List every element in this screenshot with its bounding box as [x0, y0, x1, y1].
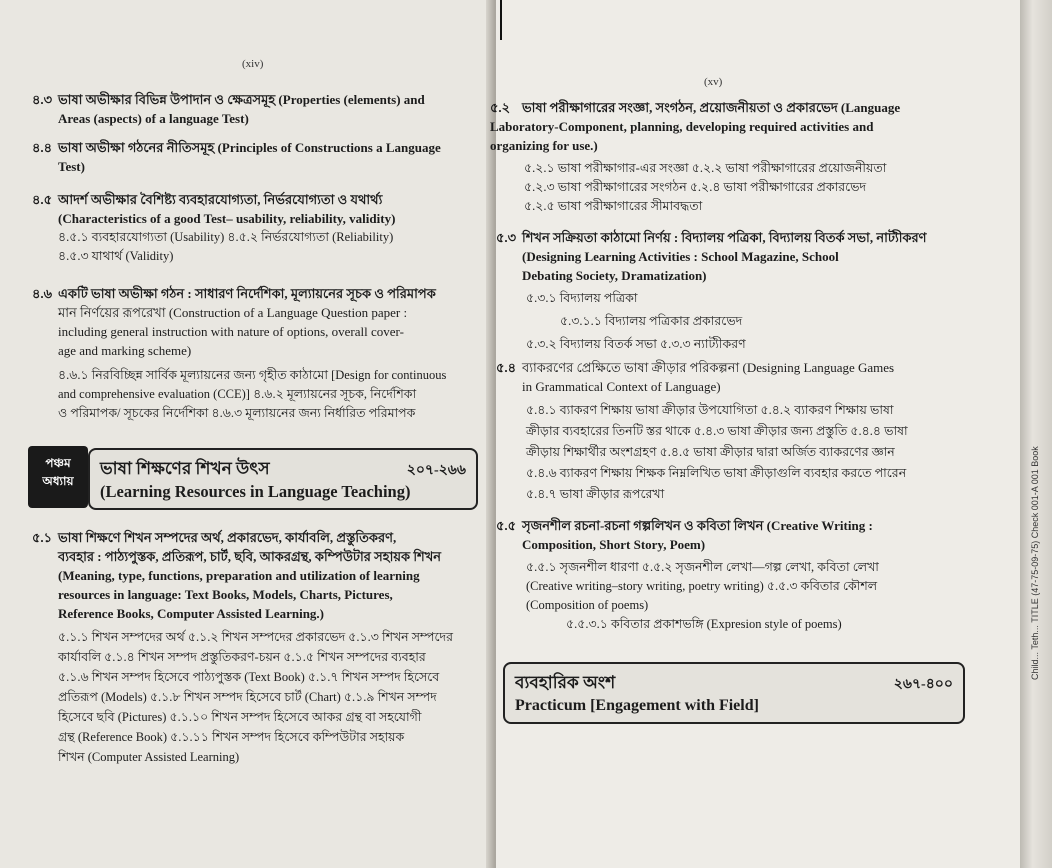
- entry-subline: (Composition of poems): [526, 598, 649, 612]
- entry-subline: ৪.৫.৩ যাথার্থ (Validity): [58, 249, 174, 263]
- practicum-title-english: Practicum [Engagement with Field]: [515, 697, 759, 714]
- entry-line: আদর্শ অভীক্ষার বৈশিষ্ট্য ব্যবহারযোগ্যতা, নির্ভরযোগ্যতা ও যথার্থ্য: [58, 192, 383, 207]
- entry-subline: ও পরিমাপক/ সূচকের নির্দেশিকা ৪.৬.৩ মূল্যায়নের জন্য নির্ধারিত পরিমাপক: [58, 406, 416, 420]
- chapter-heading: [88, 448, 478, 510]
- entry-line: including general instruction with nature of options, overall cover-: [58, 324, 404, 339]
- left-page: [0, 0, 496, 868]
- entry-subline: ৫.২.৫ ভাষা পরীক্ষাগারের সীমাবদ্ধতা: [524, 199, 703, 213]
- entry-subline: গ্রন্থ (Reference Book) ৫.১.১১ শিখন সম্পদ হিসেবে কম্পিউটার সহায়ক: [58, 730, 405, 744]
- toc-entry-5-1: [32, 528, 482, 767]
- entry-number: ৫.১: [32, 530, 53, 545]
- entry-subline: ক্রীড়ায় শিক্ষার্থীর অংশগ্রহণ ৫.৪.৫ ভাষা ক্রীড়ার দ্বারা অর্জিত ব্যাকরণের জ্ঞান: [526, 445, 895, 459]
- chapter-page-range: ২০৭-২৬৬: [406, 463, 466, 478]
- entry-subline: ক্রীড়ার ব্যবহারের তিনটি স্তর থাকে ৫.৪.৩ ভাষা ক্রীড়ার জন্য প্রস্তুতি ৫.৪.৪ ভাষা: [526, 424, 908, 438]
- page-number: (xv): [704, 76, 723, 88]
- toc-entry-4-6: [32, 284, 482, 423]
- entry-subline: প্রতিরূপ (Models) ৫.১.৮ শিখন সম্পদ হিসেবে চার্ট (Chart) ৫.১.৯ শিখন সম্পদ: [58, 690, 437, 704]
- entry-line: ভাষা পরীক্ষাগারের সংজ্ঞা, সংগঠন, প্রয়োজনীয়তা ও প্রকারভেদ (Language: [522, 100, 901, 115]
- scan-mark: [500, 0, 502, 40]
- entry-line: মান নির্ণয়ের রূপরেখা (Construction of a Language Question paper :: [58, 305, 408, 320]
- entry-line: Composition, Short Story, Poem): [522, 537, 706, 552]
- entry-line: ব্যবহার : পাঠ্যপুস্তক, প্রতিরূপ, চার্ট, ছবি, আকরগ্রন্থ, কম্পিউটার সহায়ক শিখন: [58, 549, 442, 564]
- practicum-page-range: ২৬৭-৪০০: [893, 677, 953, 692]
- page-number: (xiv): [242, 58, 264, 70]
- entry-line: Areas (aspects) of a language Test): [58, 111, 249, 126]
- entry-subline: ৫.৩.১ বিদ্যালয় পত্রিকা: [526, 291, 638, 305]
- toc-entry-4-5: [32, 190, 482, 266]
- entry-line: ভাষা অভীক্ষা গঠনের নীতিসমূহ (Principles of Constructions a Language: [58, 140, 441, 155]
- entry-number: ৫.৪: [496, 360, 517, 375]
- entry-line: (Characteristics of a good Test– usability, reliability, validity): [58, 211, 396, 226]
- right-page: [490, 0, 1020, 868]
- entry-line: (Designing Learning Activities : School Magazine, School: [522, 249, 839, 264]
- entry-line: Test): [58, 159, 85, 174]
- chapter-tab-line: পঞ্চম: [45, 456, 71, 470]
- entry-line: Laboratory-Component, planning, developing required activities and: [490, 119, 874, 134]
- entry-line: (Meaning, type, functions, preparation and utilization of learning: [58, 568, 420, 583]
- entry-line: ভাষা শিক্ষণে শিখন সম্পদের অর্থ, প্রকারভেদ, কার্যাবলি, প্রস্তুতিকরণ,: [58, 530, 397, 545]
- toc-entry-4-3: [32, 90, 482, 128]
- entry-subline: ৫.৫.৩.১ কবিতার প্রকাশভঙ্গি (Expresion style of poems): [566, 617, 842, 631]
- entry-subline: ৪.৫.১ ব্যবহারযোগ্যতা (Usability) ৪.৫.২ নির্ভরযোগ্যতা (Reliability): [58, 230, 394, 244]
- entry-line: সৃজনশীল রচনা-রচনা গল্পলিখন ও কবিতা লিখন (Creative Writing :: [522, 518, 873, 533]
- entry-number: ৫.৫: [496, 518, 517, 533]
- entry-line: Debating Society, Dramatization): [522, 268, 707, 283]
- entry-subline: ৫.১.১ শিখন সম্পদের অর্থ ৫.১.২ শিখন সম্পদের প্রকারভেদ ৫.১.৩ শিখন সম্পদের: [58, 630, 453, 644]
- entry-line: age and marking scheme): [58, 343, 192, 358]
- entry-subline: কার্যাবলি ৫.১.৪ শিখন সম্পদ প্রস্তুতিকরণ-চয়ন ৫.১.৫ শিখন সম্পদের ব্যবহার: [58, 650, 426, 664]
- practicum-title-bengali: ব্যবহারিক অংশ: [515, 673, 616, 692]
- entry-line: একটি ভাষা অভীক্ষা গঠন : সাধারণ নির্দেশিকা, মূল্যায়নের সূচক ও পরিমাপক: [58, 286, 436, 301]
- practicum-heading: [503, 662, 965, 724]
- entry-subline: ৪.৬.১ নিরবিচ্ছিন্ন সার্বিক মূল্যায়নের জন্য গৃহীত কাঠামো [Design for continuous: [58, 368, 447, 382]
- entry-line: organizing for use.): [490, 138, 598, 153]
- entry-line: Reference Books, Computer Assisted Learning.): [58, 606, 325, 621]
- toc-entry-5-3: [496, 228, 952, 354]
- entry-line: ভাষা অভীক্ষার বিভিন্ন উপাদান ও ক্ষেত্রসমূহ (Properties (elements) and: [58, 92, 425, 107]
- chapter-title-bengali: ভাষা শিক্ষণের শিখন উৎস: [100, 459, 270, 478]
- chapter-tab-line: অধ্যায়: [42, 474, 74, 488]
- entry-subline: শিখন (Computer Assisted Learning): [58, 750, 240, 764]
- entry-subline: হিসেবে ছবি (Pictures) ৫.১.১০ শিখন সম্পদ হিসেবে আকর গ্রন্থ বা সহযোগী: [58, 710, 422, 724]
- entry-subline: and comprehensive evaluation (CCE)] ৪.৬.২ মূল্যায়নের সূচক, নির্দেশিকা: [58, 387, 417, 401]
- entry-subline: ৫.৪.৬ ব্যাকরণ শিক্ষায় শিক্ষক নিম্নলিখিত ভাষা ক্রীড়াগুলি ব্যবহার করতে পারেন: [526, 466, 907, 480]
- entry-subline: ৫.৩.১.১ বিদ্যালয় পত্রিকার প্রকারভেদ: [560, 314, 743, 328]
- toc-entry-5-5: [496, 516, 962, 634]
- entry-number: ৫.৩: [496, 230, 517, 245]
- entry-subline: ৫.৪.৭ ভাষা ক্রীড়ার রূপরেখা: [526, 487, 665, 501]
- entry-number: ৪.৪: [32, 140, 53, 155]
- edge-text: Child... Teth... TITLE (47-75-09-75) Check 001-A 001 Book: [1030, 446, 1040, 680]
- toc-entry-5-2: [490, 98, 948, 216]
- entry-subline: (Creative writing–story writing, poetry writing) ৫.৫.৩ কবিতার কৌশল: [526, 579, 878, 593]
- entry-number: ৫.২: [490, 100, 511, 115]
- entry-line: resources in language: Text Books, Models, Charts, Pictures,: [58, 587, 393, 602]
- entry-subline: ৫.৪.১ ব্যাকরণ শিক্ষায় ভাষা ক্রীড়ার উপযোগিতা ৫.৪.২ ব্যাকরণ শিক্ষায় ভাষা: [526, 403, 894, 417]
- entry-line: শিখন সক্রিয়তা কাঠামো নির্ণয় : বিদ্যালয় পত্রিকা, বিদ্যালয় বিতর্ক সভা, নাট্যীকরণ: [522, 230, 927, 245]
- entry-line: ব্যাকরণের প্রেক্ষিতে ভাষা ক্রীড়ার পরিকল্পনা (Designing Language Games: [522, 360, 895, 375]
- toc-entry-5-4: [496, 358, 956, 505]
- entry-subline: ৫.৫.১ সৃজনশীল ধারণা ৫.৫.২ সৃজনশীল লেখা—গল্প লেখা, কবিতা লেখা: [526, 560, 879, 574]
- entry-subline: ৫.৩.২ বিদ্যালয় বিতর্ক সভা ৫.৩.৩ ন্যাট্যীকরণ: [526, 337, 746, 351]
- toc-entry-4-4: [32, 138, 482, 176]
- entry-subline: ৫.১.৬ শিখন সম্পদ হিসেবে পাঠ্যপুস্তক (Text Book) ৫.১.৭ শিখন সম্পদ হিসেবে: [58, 670, 440, 684]
- entry-number: ৪.৬: [32, 286, 53, 301]
- entry-subline: ৫.২.৩ ভাষা পরীক্ষাগারের সংগঠন ৫.২.৪ ভাষা পরীক্ষাগারের প্রকারভেদ: [524, 180, 867, 194]
- chapter-title-english: (Learning Resources in Language Teaching): [100, 482, 411, 501]
- chapter-tab: [28, 446, 88, 508]
- entry-number: ৪.৩: [32, 92, 53, 107]
- entry-subline: ৫.২.১ ভাষা পরীক্ষাগার-এর সংজ্ঞা ৫.২.২ ভাষা পরীক্ষাগারের প্রয়োজনীয়তা: [524, 161, 887, 175]
- entry-number: ৪.৫: [32, 192, 53, 207]
- entry-line: in Grammatical Context of Language): [522, 379, 721, 394]
